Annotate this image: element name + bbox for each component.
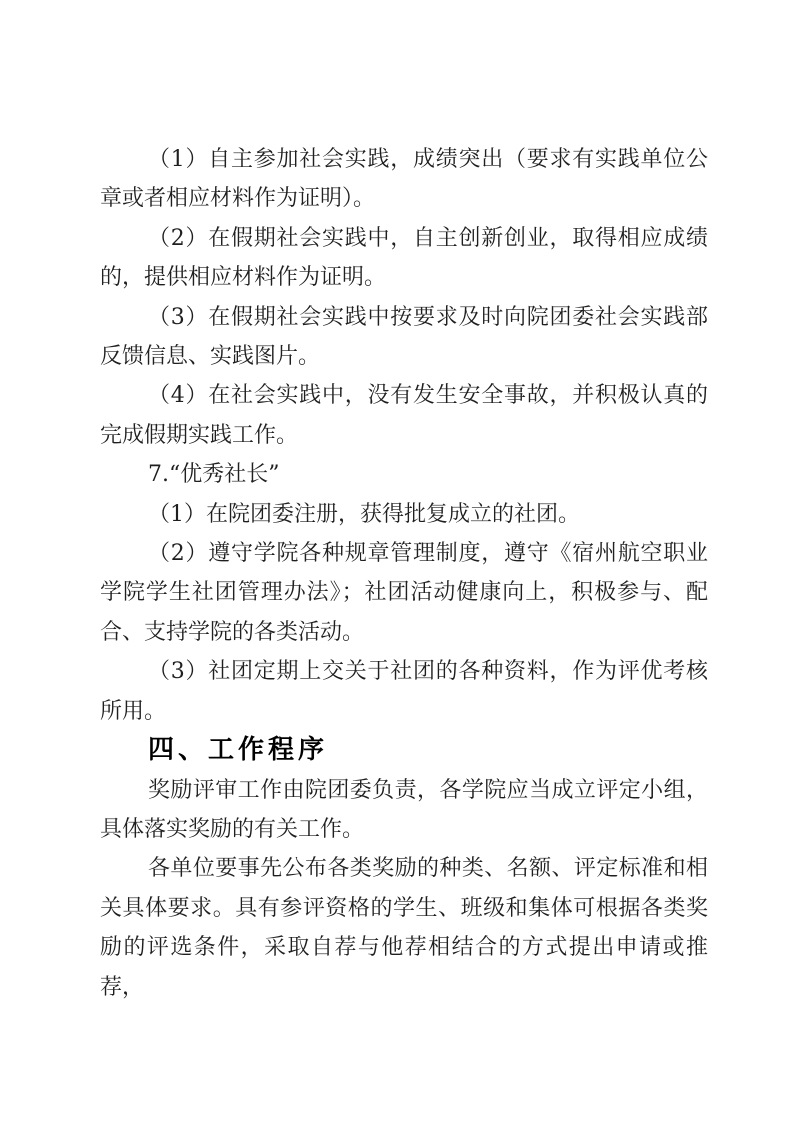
paragraph: （1）在院团委注册，获得批复成立的社团。 xyxy=(148,501,580,527)
section-heading: 四、工作程序 xyxy=(148,735,329,766)
paragraph: （2）遵守学院各种规章管理制度，遵守《宿州航空职业学院学生社团管理办法》；社团活动健康向上，积极参与、配合、支持学院的各类活动。 xyxy=(100,541,708,645)
paragraph: （3）社团定期上交关于社团的各种资料，作为评优考核所用。 xyxy=(100,659,708,724)
paragraph: 7.“优秀社长” xyxy=(148,462,280,488)
paragraph: （2）在假期社会实践中，自主创新创业，取得相应成绩的，提供相应材料作为证明。 xyxy=(100,225,708,291)
paragraph: 奖励评审工作由院团委负责，各学院应当成立评定小组，具体落实奖励的有关工作。 xyxy=(100,777,708,842)
paragraph: （4）在社会实践中，没有发生安全事故，并积极认真的完成假期实践工作。 xyxy=(100,383,708,448)
document-text-block xyxy=(100,140,708,1007)
paragraph: 各单位要事先公布各类奖励的种类、名额、评定标准和相关具体要求。具有参评资格的学生、班级和集体可根据各类奖励的评选条件，采取自荐与他荐相结合的方式提出申请或推荐， xyxy=(100,856,708,1000)
paragraph: （1）自主参加社会实践，成绩突出（要求有实践单位公章或者相应材料作为证明）。 xyxy=(100,147,708,212)
paragraph: （3）在假期社会实践中按要求及时向院团委社会实践部反馈信息、实践图片。 xyxy=(100,304,708,370)
